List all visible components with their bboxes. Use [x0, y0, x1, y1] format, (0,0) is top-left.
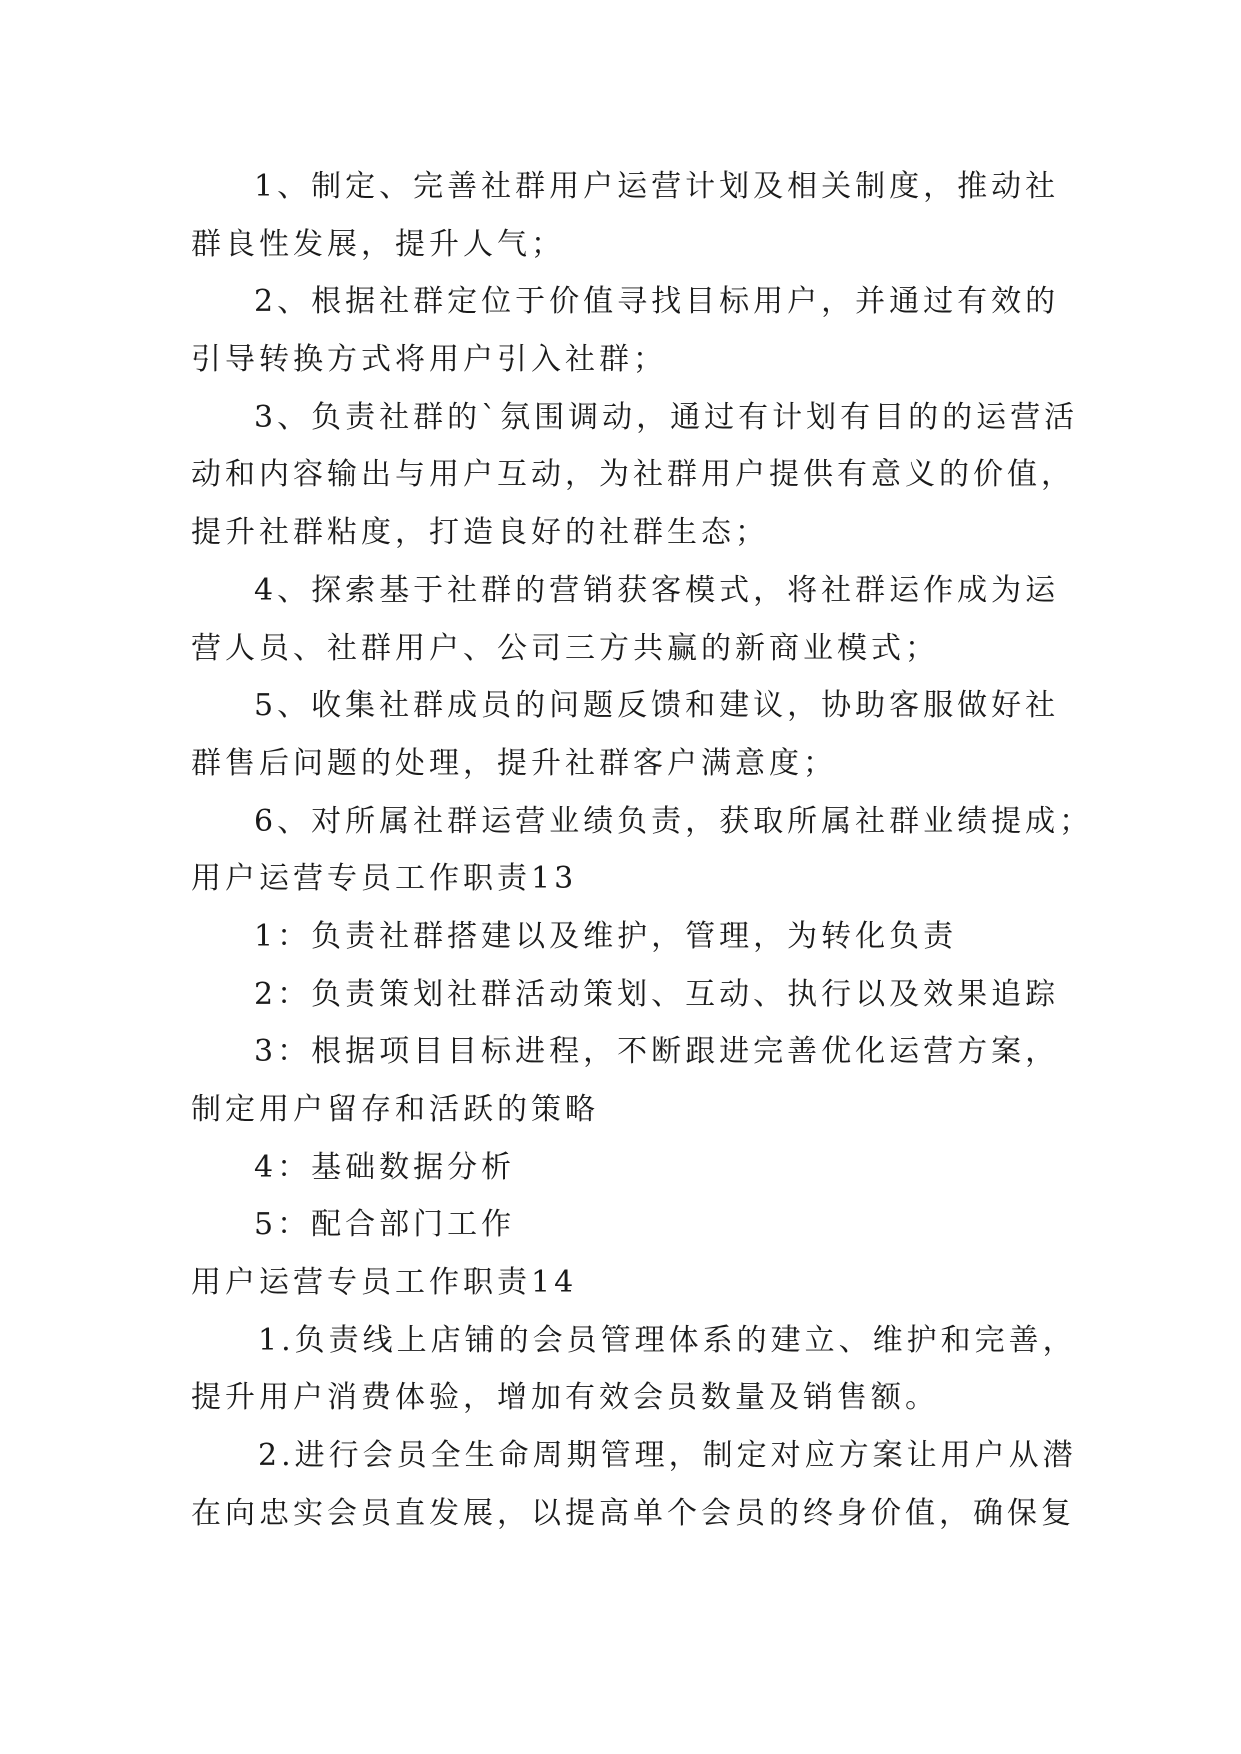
text-line: 5、收集社群成员的问题反馈和建议，协助客服做好社 — [254, 688, 1060, 724]
text-line: 2、根据社群定位于价值寻找目标用户，并通过有效的 — [254, 284, 1060, 320]
text-line: 引导转换方式将用户引入社群； — [191, 342, 667, 378]
text-line: 动和内容输出与用户互动，为社群用户提供有意义的价值， — [191, 457, 1075, 493]
text-line: 3：根据项目目标进程，不断跟进完善优化运营方案， — [254, 1034, 1060, 1070]
text-line: 在向忠实会员直发展，以提高单个会员的终身价值，确保复 — [191, 1495, 1075, 1531]
text-line: 5：配合部门工作 — [254, 1207, 516, 1243]
text-line: 制定用户留存和活跃的策略 — [191, 1092, 599, 1127]
text-line: 3、负责社群的`氛围调动，通过有计划有目的的运营活 — [254, 399, 1079, 435]
text-line: 2.进行会员全生命周期管理，制定对应方案让用户从潜 — [258, 1438, 1077, 1474]
text-line: 提升用户消费体验，增加有效会员数量及销售额。 — [191, 1380, 939, 1416]
document-body — [191, 158, 1094, 1543]
text-line: 6、对所属社群运营业绩负责，获取所属社群业绩提成； — [254, 803, 1094, 839]
section-heading: 用户运营专员工作职责13 — [191, 861, 578, 897]
text-line: 1.负责线上店铺的会员管理体系的建立、维护和完善， — [258, 1322, 1077, 1358]
text-line: 群良性发展，提升人气； — [191, 226, 565, 262]
text-line: 1：负责社群搭建以及维护，管理，为转化负责 — [254, 918, 958, 954]
text-line: 4、探索基于社群的营销获客模式，将社群运作成为运 — [254, 572, 1060, 608]
text-line: 1、制定、完善社群用户运营计划及相关制度，推动社 — [254, 169, 1060, 204]
text-line: 提升社群粘度，打造良好的社群生态； — [191, 515, 769, 551]
text-line: 4：基础数据分析 — [254, 1149, 516, 1185]
text-line: 群售后问题的处理，提升社群客户满意度； — [191, 745, 837, 781]
text-line: 营人员、社群用户、公司三方共赢的新商业模式； — [191, 630, 939, 666]
section-heading: 用户运营专员工作职责14 — [191, 1265, 578, 1301]
text-line: 2：负责策划社群活动策划、互动、执行以及效果追踪 — [254, 976, 1060, 1012]
